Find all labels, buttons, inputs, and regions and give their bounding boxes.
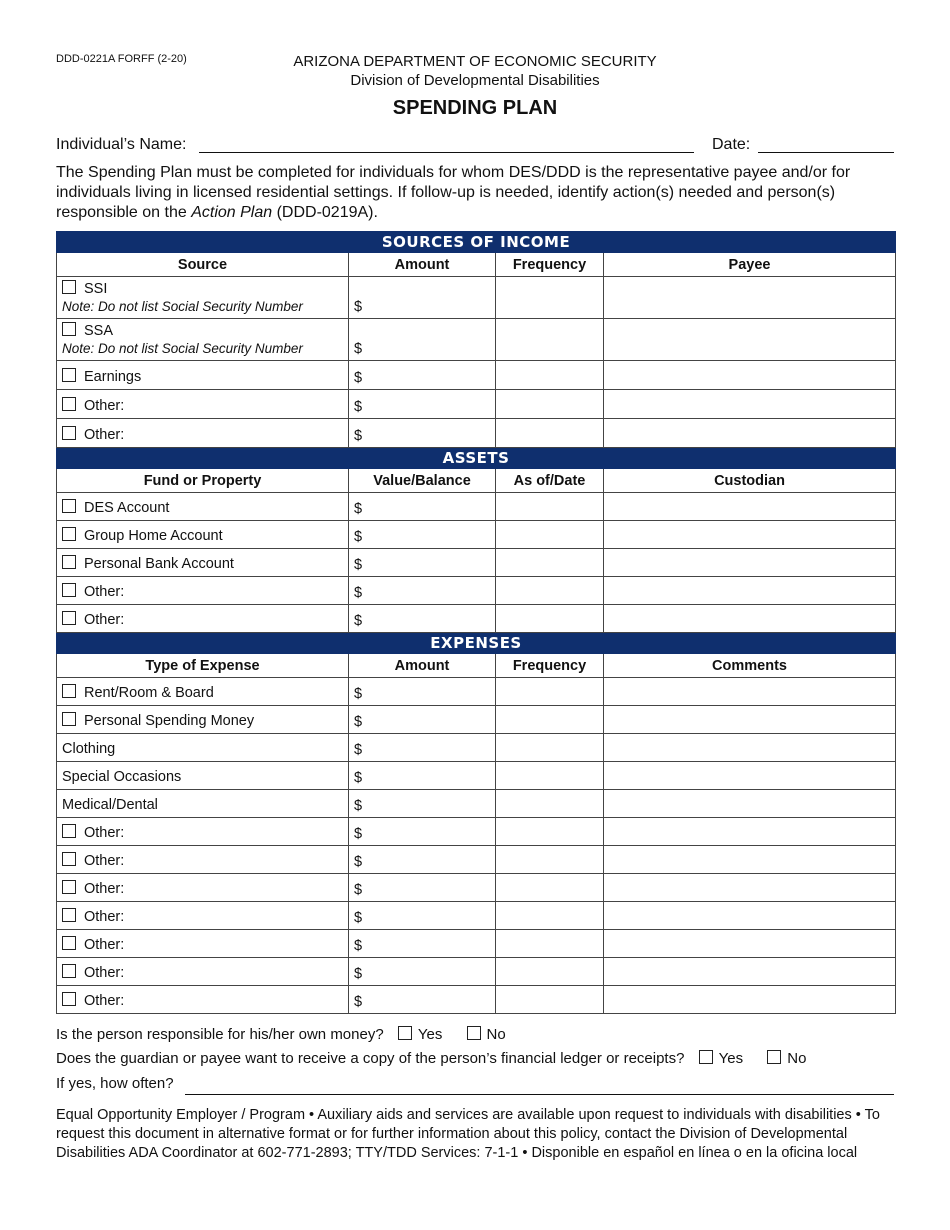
page-title: SPENDING PLAN	[392, 97, 558, 119]
currency-symbol: $	[354, 529, 363, 545]
row-checkbox[interactable]	[62, 397, 76, 411]
agency-name: ARIZONA DEPARTMENT OF ECONOMIC SECURITY	[293, 53, 657, 70]
row-label-line	[62, 880, 342, 898]
assets-column-headers	[57, 469, 896, 493]
table-cell-field[interactable]	[496, 390, 604, 419]
table-row	[57, 549, 896, 577]
row-label-line	[62, 527, 342, 545]
table-row	[57, 493, 896, 521]
amount-field[interactable]	[349, 605, 496, 633]
currency-symbol: $	[354, 714, 363, 730]
row-checkbox[interactable]	[62, 880, 76, 894]
row-label: Group Home Account	[84, 528, 223, 544]
table-row	[57, 277, 896, 319]
currency-symbol: $	[354, 994, 363, 1010]
amount-field[interactable]	[349, 521, 496, 549]
ledger-no-checkbox[interactable]	[767, 1050, 781, 1064]
table-cell-field[interactable]	[604, 605, 896, 633]
income-row-label-cell	[57, 319, 349, 361]
income-row-label-cell	[57, 390, 349, 419]
row-label: SSA	[84, 323, 114, 339]
expenses-row-label-cell	[57, 790, 349, 818]
assets-row-label-cell	[57, 493, 349, 521]
table-row	[57, 874, 896, 902]
currency-symbol: $	[354, 798, 363, 814]
table-row	[57, 986, 896, 1014]
income-section-header	[57, 232, 896, 253]
expenses-row-label-cell	[57, 734, 349, 762]
table-row	[57, 846, 896, 874]
income-row-label-cell	[57, 361, 349, 390]
table-cell-field[interactable]	[496, 493, 604, 521]
amount-field[interactable]	[349, 986, 496, 1014]
row-label-line	[62, 768, 342, 786]
row-checkbox[interactable]	[62, 426, 76, 440]
row-checkbox[interactable]	[62, 712, 76, 726]
row-label: Other:	[84, 965, 125, 981]
no-label: No	[787, 1050, 807, 1067]
amount-field[interactable]	[349, 549, 496, 577]
amount-field[interactable]	[349, 390, 496, 419]
table-row	[57, 678, 896, 706]
table-cell-field[interactable]	[604, 762, 896, 790]
amount-field[interactable]	[349, 846, 496, 874]
table-cell-field[interactable]	[604, 706, 896, 734]
currency-symbol: $	[354, 742, 363, 758]
table-row	[57, 902, 896, 930]
expenses-row-label-cell	[57, 986, 349, 1014]
column-header: Custodian	[604, 469, 896, 493]
row-note: Note: Do not list Social Security Number	[62, 299, 303, 314]
column-header: Source	[57, 253, 349, 277]
table-cell-field[interactable]	[496, 958, 604, 986]
amount-field[interactable]	[349, 277, 496, 319]
row-checkbox[interactable]	[62, 280, 76, 294]
row-label-line	[62, 280, 342, 298]
table-row	[57, 319, 896, 361]
row-label-line	[62, 740, 342, 758]
table-cell-field[interactable]	[496, 818, 604, 846]
table-row	[57, 762, 896, 790]
row-label: Earnings	[84, 369, 142, 385]
amount-field[interactable]	[349, 319, 496, 361]
table-row	[57, 361, 896, 390]
row-checkbox[interactable]	[62, 824, 76, 838]
table-cell-field[interactable]	[604, 419, 896, 448]
table-cell-field[interactable]	[496, 706, 604, 734]
expenses-row-label-cell	[57, 678, 349, 706]
amount-field[interactable]	[349, 577, 496, 605]
assets-row-label-cell	[57, 521, 349, 549]
action-plan-link-text: Action Plan	[191, 204, 273, 221]
table-row	[57, 734, 896, 762]
expenses-row-label-cell	[57, 762, 349, 790]
table-cell-field[interactable]	[496, 319, 604, 361]
table-cell-field[interactable]	[496, 361, 604, 390]
income-row-label-cell	[57, 277, 349, 319]
row-label: DES Account	[84, 500, 170, 516]
row-label-line	[62, 322, 342, 340]
question-ledger-copy	[56, 1050, 816, 1067]
row-checkbox[interactable]	[62, 992, 76, 1006]
table-cell-field[interactable]	[496, 734, 604, 762]
table-cell-field[interactable]	[496, 902, 604, 930]
date-field[interactable]	[758, 152, 894, 153]
table-cell-field[interactable]	[604, 818, 896, 846]
row-label: Other:	[84, 853, 125, 869]
row-label-line	[62, 824, 342, 842]
expenses-row-label-cell	[57, 706, 349, 734]
intro-text-end: (DDD-0219A).	[272, 204, 378, 221]
column-header: Fund or Property	[57, 469, 349, 493]
row-checkbox[interactable]	[62, 555, 76, 569]
table-cell-field[interactable]	[604, 958, 896, 986]
row-label: Other:	[84, 909, 125, 925]
currency-symbol: $	[354, 428, 363, 444]
table-row	[57, 790, 896, 818]
column-header: Type of Expense	[57, 654, 349, 678]
name-field[interactable]	[199, 152, 694, 153]
table-row	[57, 605, 896, 633]
currency-symbol: $	[354, 910, 363, 926]
expenses-row-label-cell	[57, 930, 349, 958]
division-name: Division of Developmental Disabilities	[350, 72, 600, 89]
row-label-line	[62, 684, 342, 702]
assets-section-title: ASSETS	[57, 448, 896, 469]
row-checkbox[interactable]	[62, 936, 76, 950]
column-header: Comments	[604, 654, 896, 678]
table-cell-field[interactable]	[496, 577, 604, 605]
row-label: Other:	[84, 612, 125, 628]
no-label: No	[486, 1026, 506, 1043]
table-cell-field[interactable]	[604, 390, 896, 419]
currency-symbol: $	[354, 882, 363, 898]
row-checkbox[interactable]	[62, 368, 76, 382]
row-label: Other:	[84, 993, 125, 1009]
row-checkbox[interactable]	[62, 611, 76, 625]
table-row	[57, 706, 896, 734]
row-label-line	[62, 397, 342, 415]
row-label-line	[62, 964, 342, 982]
expenses-row-label-cell	[57, 874, 349, 902]
table-cell-field[interactable]	[604, 549, 896, 577]
column-header: Amount	[349, 654, 496, 678]
row-label: Rent/Room & Board	[84, 685, 214, 701]
row-label-line	[62, 426, 342, 444]
assets-row-label-cell	[57, 577, 349, 605]
table-cell-field[interactable]	[496, 521, 604, 549]
table-cell-field[interactable]	[604, 874, 896, 902]
row-label-line	[62, 499, 342, 517]
question-own-money-text: Is the person responsible for his/her own money?	[56, 1026, 384, 1043]
row-label-line	[62, 936, 342, 954]
row-label: Other:	[84, 881, 125, 897]
row-label-line	[62, 368, 342, 386]
row-label: Special Occasions	[62, 769, 182, 785]
row-label-line	[62, 992, 342, 1010]
row-label-line	[62, 852, 342, 870]
currency-symbol: $	[354, 585, 363, 601]
amount-field[interactable]	[349, 419, 496, 448]
own-money-yes-checkbox[interactable]	[398, 1026, 412, 1040]
assets-row-label-cell	[57, 605, 349, 633]
column-header: Frequency	[496, 654, 604, 678]
table-row	[57, 577, 896, 605]
table-cell-field[interactable]	[604, 678, 896, 706]
currency-symbol: $	[354, 341, 363, 357]
amount-field[interactable]	[349, 958, 496, 986]
amount-field[interactable]	[349, 361, 496, 390]
table-cell-field[interactable]	[496, 419, 604, 448]
column-header: Frequency	[496, 253, 604, 277]
table-cell-field[interactable]	[496, 678, 604, 706]
income-column-headers	[57, 253, 896, 277]
table-cell-field[interactable]	[496, 762, 604, 790]
currency-symbol: $	[354, 557, 363, 573]
assets-row-label-cell	[57, 549, 349, 577]
yes-label: Yes	[417, 1026, 443, 1043]
row-label-line	[62, 712, 342, 730]
table-cell-field[interactable]	[604, 930, 896, 958]
agency-header	[0, 52, 950, 90]
spending-plan-table	[56, 231, 896, 1014]
footer-notice: Equal Opportunity Employer / Program • Auxiliary aids and services are available upon request to individuals with disabilities • To request this document in alternative format or for further information about this policy, contact the Division of Developmental Disabilities ADA Coordinator at 602-771-2893; TTY/TDD Services: 7-1-1 • Disponible en español en línea o en la oficina local	[56, 1107, 880, 1161]
amount-field[interactable]	[349, 706, 496, 734]
row-checkbox[interactable]	[62, 964, 76, 978]
question-own-money	[56, 1026, 516, 1043]
row-checkbox[interactable]	[62, 852, 76, 866]
table-cell-field[interactable]	[496, 874, 604, 902]
amount-field[interactable]	[349, 678, 496, 706]
amount-field[interactable]	[349, 493, 496, 521]
income-section-title: SOURCES OF INCOME	[57, 232, 896, 253]
row-label-line	[62, 555, 342, 573]
row-checkbox[interactable]	[62, 527, 76, 541]
table-row	[57, 818, 896, 846]
expenses-row-label-cell	[57, 846, 349, 874]
table-cell-field[interactable]	[604, 846, 896, 874]
column-header: As of/Date	[496, 469, 604, 493]
expenses-row-label-cell	[57, 902, 349, 930]
table-cell-field[interactable]	[496, 605, 604, 633]
currency-symbol: $	[354, 966, 363, 982]
yes-label: Yes	[718, 1050, 744, 1067]
row-checkbox[interactable]	[62, 908, 76, 922]
amount-field[interactable]	[349, 818, 496, 846]
table-cell-field[interactable]	[496, 986, 604, 1014]
currency-symbol: $	[354, 299, 363, 315]
how-often-label: If yes, how often?	[56, 1075, 174, 1092]
table-cell-field[interactable]	[604, 734, 896, 762]
expenses-section-header	[57, 633, 896, 654]
table-cell-field[interactable]	[496, 790, 604, 818]
row-label-line	[62, 796, 342, 814]
name-date-row	[56, 136, 894, 156]
row-label-line	[62, 908, 342, 926]
row-label: Personal Spending Money	[84, 713, 255, 729]
expenses-column-headers	[57, 654, 896, 678]
row-label: Other:	[84, 398, 125, 414]
currency-symbol: $	[354, 938, 363, 954]
row-note: Note: Do not list Social Security Number	[62, 341, 303, 356]
row-label-line	[62, 583, 342, 601]
table-cell-field[interactable]	[604, 493, 896, 521]
row-label: Clothing	[62, 741, 116, 757]
row-label: Other:	[84, 825, 125, 841]
currency-symbol: $	[354, 501, 363, 517]
table-cell-field[interactable]	[604, 277, 896, 319]
row-label: Other:	[84, 427, 125, 443]
row-checkbox[interactable]	[62, 499, 76, 513]
table-row	[57, 419, 896, 448]
row-checkbox[interactable]	[62, 322, 76, 336]
expenses-section-title: EXPENSES	[57, 633, 896, 654]
column-header: Amount	[349, 253, 496, 277]
table-cell-field[interactable]	[604, 319, 896, 361]
question-ledger-copy-text: Does the guardian or payee want to receive a copy of the person’s financial ledger or receipts?	[56, 1050, 685, 1067]
name-label: Individual’s Name:	[56, 136, 187, 153]
row-label: Other:	[84, 584, 125, 600]
amount-field[interactable]	[349, 734, 496, 762]
intro-paragraph	[56, 163, 896, 223]
table-cell-field[interactable]	[604, 986, 896, 1014]
table-cell-field[interactable]	[604, 902, 896, 930]
date-label: Date:	[712, 136, 751, 153]
row-checkbox[interactable]	[62, 583, 76, 597]
table-row	[57, 930, 896, 958]
table-cell-field[interactable]	[496, 549, 604, 577]
table-cell-field[interactable]	[496, 846, 604, 874]
amount-field[interactable]	[349, 762, 496, 790]
form-id: DDD-0221A FORFF (2-20)	[56, 53, 187, 65]
how-often-field[interactable]	[185, 1094, 894, 1095]
table-row	[57, 390, 896, 419]
currency-symbol: $	[354, 854, 363, 870]
currency-symbol: $	[354, 613, 363, 629]
amount-field[interactable]	[349, 930, 496, 958]
row-label-line	[62, 611, 342, 629]
currency-symbol: $	[354, 399, 363, 415]
income-row-label-cell	[57, 419, 349, 448]
table-cell-field[interactable]	[496, 277, 604, 319]
row-label: SSI	[84, 281, 108, 297]
table-body	[57, 232, 896, 1014]
row-label: Other:	[84, 937, 125, 953]
row-label: Personal Bank Account	[84, 556, 234, 572]
ledger-yes-checkbox[interactable]	[699, 1050, 713, 1064]
amount-field[interactable]	[349, 790, 496, 818]
intro-text: The Spending Plan must be completed for individuals for whom DES/DDD is the representative payee and/or for individuals living in licensed residential settings. If follow-up is needed, identify action(s) needed and person(s) responsible on the	[56, 164, 851, 221]
column-header: Value/Balance	[349, 469, 496, 493]
column-header: Payee	[604, 253, 896, 277]
row-checkbox[interactable]	[62, 684, 76, 698]
table-cell-field[interactable]	[604, 521, 896, 549]
currency-symbol: $	[354, 370, 363, 386]
table-cell-field[interactable]	[604, 577, 896, 605]
expenses-row-label-cell	[57, 818, 349, 846]
expenses-row-label-cell	[57, 958, 349, 986]
table-cell-field[interactable]	[496, 930, 604, 958]
own-money-no-checkbox[interactable]	[467, 1026, 481, 1040]
amount-field[interactable]	[349, 902, 496, 930]
table-row	[57, 958, 896, 986]
assets-section-header	[57, 448, 896, 469]
currency-symbol: $	[354, 770, 363, 786]
table-cell-field[interactable]	[604, 790, 896, 818]
row-label: Medical/Dental	[62, 797, 158, 813]
table-row	[57, 521, 896, 549]
currency-symbol: $	[354, 686, 363, 702]
table-cell-field[interactable]	[604, 361, 896, 390]
amount-field[interactable]	[349, 874, 496, 902]
currency-symbol: $	[354, 826, 363, 842]
